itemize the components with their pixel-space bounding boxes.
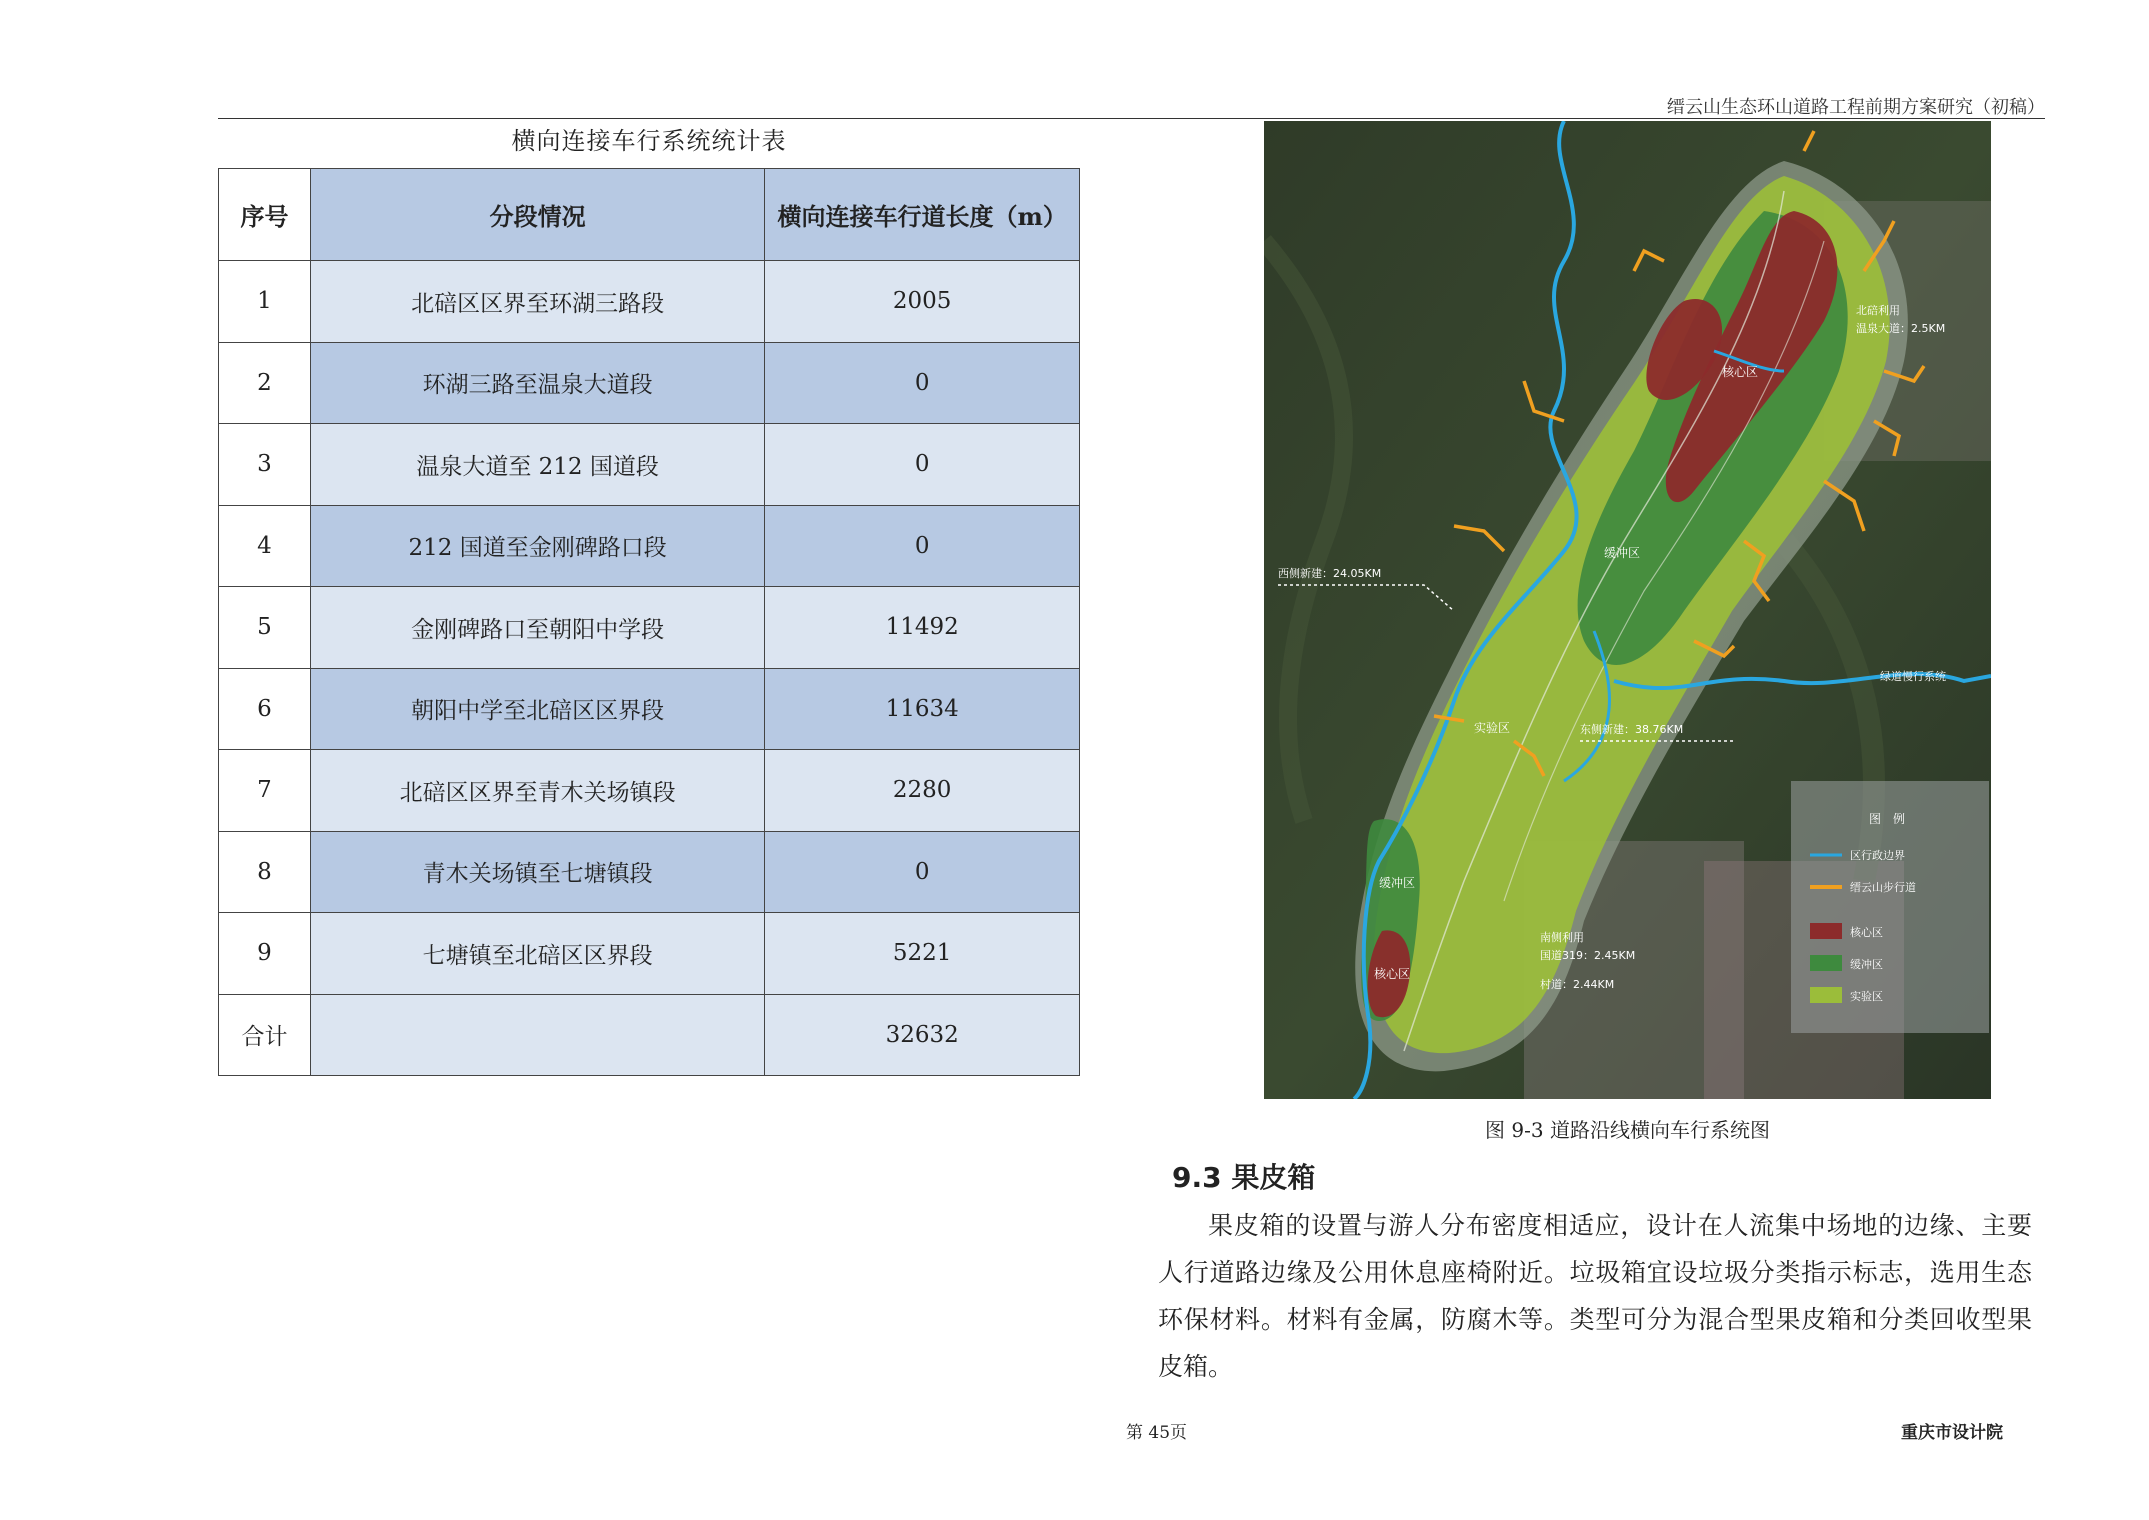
document-header-title: 缙云山生态环山道路工程前期方案研究（初稿） [1667, 97, 2045, 118]
legend-label: 实验区 [1850, 990, 1883, 1003]
annotation-west: 西侧新建：24.05KM [1278, 567, 1382, 580]
cell-segment: 朝阳中学至北碚区区界段 [310, 668, 764, 750]
table-row [219, 750, 1080, 832]
map-legend [1791, 781, 1989, 1033]
cell-total-length: 32632 [765, 994, 1080, 1076]
annotation-south-2: 国道319：2.45KM [1540, 949, 1636, 962]
table-row [219, 668, 1080, 750]
table-header-row [219, 169, 1080, 261]
page-number: 第 45页 [1126, 1423, 1188, 1443]
cell-segment: 212 国道至金刚碑路口段 [310, 505, 764, 587]
cell-segment: 七塘镇至北碚区区界段 [310, 913, 764, 995]
col-header-segment: 分段情况 [310, 169, 764, 261]
cell-length: 0 [765, 342, 1080, 424]
section-heading: 9.3 果皮箱 [1172, 1161, 1316, 1194]
organization-name: 重庆市设计院 [1901, 1423, 2003, 1443]
cell-index: 2 [219, 342, 311, 424]
label-core-north: 核心区 [1722, 365, 1759, 379]
annotation-south-1: 南侧利用 [1540, 931, 1584, 944]
table-row [219, 831, 1080, 913]
cell-length: 11492 [765, 587, 1080, 669]
cell-length: 5221 [765, 913, 1080, 995]
annotation-north-2: 温泉大道：2.5KM [1856, 322, 1946, 335]
cell-total-segment [310, 994, 764, 1076]
cell-index: 1 [219, 261, 311, 343]
figure-caption: 图 9-3 道路沿线横向车行系统图 [1485, 1118, 1770, 1142]
legend-swatch-core [1810, 923, 1842, 939]
annotation-south-3: 村道：2.44KM [1540, 978, 1615, 991]
cell-segment: 北碚区区界至环湖三路段 [310, 261, 764, 343]
label-buffer-south: 缓冲区 [1379, 876, 1416, 890]
map-figure [1264, 121, 1991, 1099]
legend-label: 核心区 [1850, 926, 1883, 939]
legend-label: 区行政边界 [1850, 849, 1905, 862]
cell-index: 6 [219, 668, 311, 750]
annotation-east: 东侧新建：38.76KM [1580, 723, 1684, 736]
cell-index: 4 [219, 505, 311, 587]
header-divider [218, 118, 2045, 119]
cell-total-label: 合计 [219, 994, 311, 1076]
label-core-south: 核心区 [1374, 967, 1411, 981]
table-row [219, 342, 1080, 424]
cell-segment: 金刚碑路口至朝阳中学段 [310, 587, 764, 669]
cell-index: 5 [219, 587, 311, 669]
table-title: 横向连接车行系统统计表 [511, 127, 787, 155]
annotation-north-1: 北碚利用 [1856, 304, 1900, 317]
table-row [219, 587, 1080, 669]
label-experiment: 实验区 [1474, 721, 1511, 735]
label-buffer-mid: 缓冲区 [1604, 546, 1641, 560]
cell-index: 3 [219, 424, 311, 506]
section-paragraph: 果皮箱的设置与游人分布密度相适应，设计在人流集中场地的边缘、主要人行道路边缘及公用休息座椅附近。垃圾箱宜设垃圾分类指示标志，选用生态环保材料。材料有金属，防腐木等。类型可分为混合型果皮箱和分类回收型果皮箱。 [1158, 1211, 2032, 1381]
table-row [219, 424, 1080, 506]
cell-segment: 青木关场镇至七塘镇段 [310, 831, 764, 913]
stats-table [218, 168, 1080, 1076]
cell-segment: 北碚区区界至青木关场镇段 [310, 750, 764, 832]
map-svg [1264, 121, 1991, 1099]
col-header-length: 横向连接车行道长度（m） [765, 169, 1080, 261]
cell-length: 2005 [765, 261, 1080, 343]
cell-length: 0 [765, 505, 1080, 587]
table-row [219, 505, 1080, 587]
cell-index: 9 [219, 913, 311, 995]
cell-length: 0 [765, 424, 1080, 506]
cell-length: 2280 [765, 750, 1080, 832]
cell-segment: 环湖三路至温泉大道段 [310, 342, 764, 424]
legend-swatch-experiment [1810, 987, 1842, 1003]
cell-index: 8 [219, 831, 311, 913]
cell-index: 7 [219, 750, 311, 832]
legend-label: 缓冲区 [1850, 958, 1883, 971]
legend-title: 图 例 [1869, 812, 1906, 826]
legend-swatch-buffer [1810, 955, 1842, 971]
cell-length: 11634 [765, 668, 1080, 750]
table-row [219, 261, 1080, 343]
cell-segment: 温泉大道至 212 国道段 [310, 424, 764, 506]
annotation-greenway: 绿道慢行系统 [1880, 670, 1946, 683]
col-header-index: 序号 [219, 169, 311, 261]
cell-length: 0 [765, 831, 1080, 913]
legend-label: 缙云山步行道 [1850, 881, 1916, 894]
table-total-row [219, 994, 1080, 1076]
table-row [219, 913, 1080, 995]
